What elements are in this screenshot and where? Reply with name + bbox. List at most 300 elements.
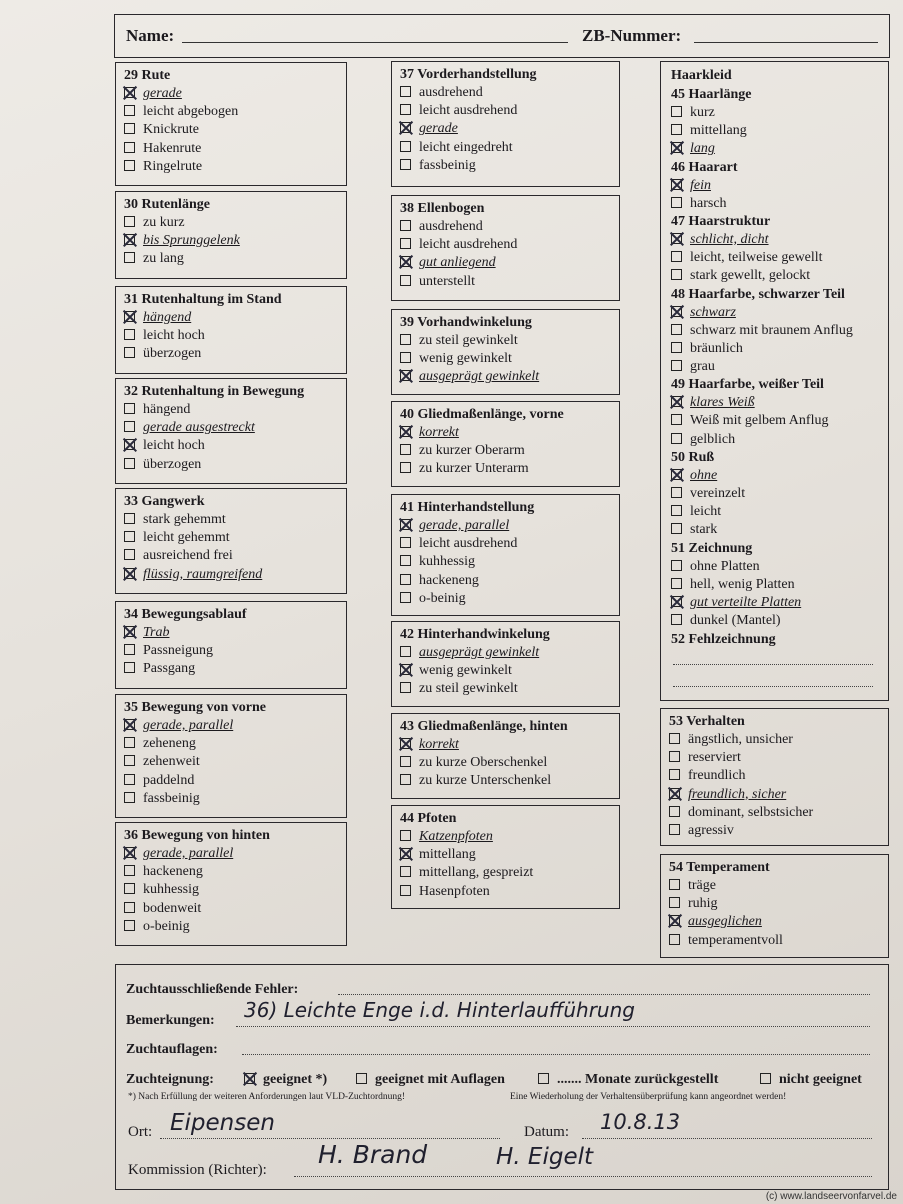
checkbox[interactable] <box>400 352 411 363</box>
checkbox[interactable] <box>124 549 135 560</box>
checkbox[interactable] <box>124 792 135 803</box>
option-item[interactable] <box>671 485 888 503</box>
checkbox-checked[interactable] <box>671 596 682 607</box>
option-item[interactable] <box>124 419 346 437</box>
option-item[interactable] <box>400 157 619 175</box>
option-item[interactable] <box>669 804 888 822</box>
haarkleid-group-title: 45 Haarlänge <box>671 87 752 102</box>
option-item[interactable] <box>400 368 619 386</box>
header-box <box>114 14 890 58</box>
option-label: ängstlich, unsicher <box>688 732 793 747</box>
option-item[interactable] <box>400 846 619 864</box>
checkbox[interactable] <box>669 751 680 762</box>
option-item[interactable] <box>400 535 619 553</box>
checkbox-checked[interactable] <box>124 568 135 579</box>
option-label: zu kurzer Unterarm <box>419 461 529 477</box>
haarkleid-group-title: 50 Ruß <box>671 449 715 465</box>
option-item[interactable] <box>124 232 346 250</box>
option-item[interactable] <box>124 250 346 268</box>
checkbox[interactable] <box>671 360 682 371</box>
checkbox-checked[interactable] <box>400 664 411 675</box>
checkbox[interactable] <box>671 578 682 589</box>
option-label: gerade <box>419 121 458 137</box>
nicht-geeignet-option[interactable] <box>760 1072 862 1088</box>
option-label: Ringelrute <box>143 158 203 174</box>
checkbox[interactable] <box>671 124 682 135</box>
option-item[interactable] <box>671 195 888 213</box>
checkbox[interactable] <box>124 531 135 542</box>
option-item[interactable] <box>124 121 346 139</box>
haarkleid-group-title: 51 Zeichnung <box>671 540 753 556</box>
section-title: 42 Hinterhandwinkelung <box>400 627 550 642</box>
checkbox[interactable] <box>124 252 135 263</box>
option-label: schlicht, dicht <box>690 231 769 247</box>
option-item[interactable] <box>124 790 346 808</box>
option-label: fein <box>690 177 711 193</box>
checkbox[interactable] <box>671 324 682 335</box>
option-item[interactable] <box>124 214 346 232</box>
option-label: Weiß mit gelbem Anflug <box>690 413 829 429</box>
option-label: überzogen <box>143 346 202 362</box>
zuchtausschliessende-fehler-label: Zuchtausschließende Fehler: <box>126 982 299 997</box>
section-29-rute <box>115 62 347 186</box>
checkbox[interactable] <box>124 774 135 785</box>
option-item[interactable] <box>669 877 888 895</box>
option-item[interactable] <box>400 883 619 901</box>
option-item[interactable] <box>671 122 888 140</box>
section-title: 29 Rute <box>124 68 171 83</box>
checkbox[interactable] <box>124 737 135 748</box>
option-item[interactable] <box>671 249 888 267</box>
zuchtausschliessende-fehler-field[interactable] <box>338 994 870 995</box>
option-label: leicht gehemmt <box>143 530 230 546</box>
option-label: Passgang <box>143 661 196 677</box>
checkbox[interactable] <box>400 555 411 566</box>
option-item[interactable] <box>669 932 888 950</box>
bemerkungen-handwritten: 36) Leichte Enge i.d. Hinterlaufführung <box>244 998 635 1022</box>
option-item[interactable] <box>400 828 619 846</box>
option-label: unterstellt <box>419 273 475 289</box>
option-item[interactable] <box>671 140 888 158</box>
checkbox-checked[interactable] <box>400 426 411 437</box>
option-item[interactable] <box>669 767 888 785</box>
option-item[interactable] <box>669 822 888 840</box>
section-52-fehlzeichnung-title: 52 Fehlzeichnung <box>671 632 776 648</box>
option-label: o-beinig <box>143 918 190 934</box>
geeignet-checkbox[interactable] <box>244 1073 255 1084</box>
checkbox[interactable] <box>669 806 680 817</box>
option-item[interactable] <box>671 467 888 485</box>
option-item[interactable] <box>669 731 888 749</box>
checkbox-checked[interactable] <box>671 396 682 407</box>
option-label: mittellang <box>690 123 747 139</box>
option-item[interactable] <box>124 309 346 327</box>
option-item[interactable] <box>400 273 619 291</box>
option-item[interactable] <box>400 517 619 535</box>
option-item[interactable] <box>124 881 346 899</box>
checkbox[interactable] <box>669 824 680 835</box>
option-item[interactable] <box>124 717 346 735</box>
option-item[interactable] <box>124 456 346 474</box>
checkbox[interactable] <box>124 513 135 524</box>
option-item[interactable] <box>400 553 619 571</box>
option-label: gerade, parallel <box>143 718 234 733</box>
option-label: hängend <box>143 310 192 325</box>
option-item[interactable] <box>671 503 888 521</box>
checkbox[interactable] <box>124 458 135 469</box>
section-title: 34 Bewegungsablauf <box>124 607 247 622</box>
checkbox[interactable] <box>124 865 135 876</box>
checkbox[interactable] <box>124 403 135 414</box>
option-item[interactable] <box>671 340 888 358</box>
checkbox[interactable] <box>400 537 411 548</box>
option-label: hell, wenig Platten <box>690 576 795 592</box>
option-label: hackeneng <box>419 572 479 588</box>
checkbox[interactable] <box>400 159 411 170</box>
kommission-field[interactable] <box>294 1176 872 1177</box>
option-label: kurz <box>690 105 715 120</box>
checkbox[interactable] <box>124 755 135 766</box>
zb-number-label: ZB-Nummer: <box>582 26 682 45</box>
option-item[interactable] <box>124 437 346 455</box>
checkbox[interactable] <box>124 216 135 227</box>
geeignet-label: geeignet *) <box>263 1072 328 1087</box>
checkbox[interactable] <box>671 197 682 208</box>
option-label: schwarz mit braunem Anflug <box>690 322 853 338</box>
option-label: zu kurz <box>143 215 185 230</box>
option-label: träge <box>688 878 716 893</box>
option-label: wenig gewinkelt <box>419 663 512 679</box>
option-label: leicht, teilweise gewellt <box>690 250 823 266</box>
option-item[interactable] <box>124 566 346 584</box>
option-item[interactable] <box>400 644 619 662</box>
option-item[interactable] <box>124 140 346 158</box>
option-item[interactable] <box>124 772 346 790</box>
checkbox[interactable] <box>400 86 411 97</box>
checkbox[interactable] <box>400 104 411 115</box>
checkbox[interactable] <box>124 644 135 655</box>
checkbox[interactable] <box>124 347 135 358</box>
checkbox-checked[interactable] <box>671 142 682 153</box>
checkbox[interactable] <box>671 523 682 534</box>
option-item[interactable] <box>669 749 888 767</box>
option-item[interactable] <box>671 177 888 195</box>
checkbox-checked[interactable] <box>400 738 411 749</box>
option-item[interactable] <box>400 424 619 442</box>
option-item[interactable] <box>400 102 619 120</box>
option-label: gut anliegend <box>419 255 496 271</box>
option-item[interactable] <box>124 158 346 176</box>
option-item[interactable] <box>671 304 888 322</box>
option-label: korrekt <box>419 425 459 440</box>
option-label: mittellang, gespreizt <box>419 865 534 881</box>
option-item[interactable] <box>400 736 619 754</box>
fehlzeichnung-line-2[interactable] <box>673 686 873 687</box>
option-label: bräunlich <box>690 340 743 356</box>
geeignet-option[interactable] <box>244 1072 327 1088</box>
section-title: 43 Gliedmaßenlänge, hinten <box>400 719 568 734</box>
zurueckgestellt-label: ....... Monate zurückgestellt <box>557 1072 719 1087</box>
checkbox-checked[interactable] <box>124 311 135 322</box>
option-item[interactable] <box>671 322 888 340</box>
option-item[interactable] <box>124 345 346 363</box>
option-item[interactable] <box>400 572 619 590</box>
haarkleid-group-title: 47 Haarstruktur <box>671 213 771 229</box>
option-item[interactable] <box>671 358 888 376</box>
option-item[interactable] <box>671 431 888 449</box>
option-label: ausreichend frei <box>143 548 233 564</box>
option-label: zu steil gewinkelt <box>419 333 518 348</box>
option-item[interactable] <box>124 624 346 642</box>
option-label: gerade ausgestreckt <box>143 420 255 436</box>
option-item[interactable] <box>124 85 346 103</box>
checkbox-checked[interactable] <box>400 370 411 381</box>
checkbox-checked[interactable] <box>671 233 682 244</box>
checkbox[interactable] <box>400 774 411 785</box>
checkbox[interactable] <box>671 269 682 280</box>
option-label: Hakenrute <box>143 140 202 156</box>
checkbox[interactable] <box>124 421 135 432</box>
option-label: Trab <box>143 625 170 640</box>
haarkleid-groups <box>671 86 888 630</box>
checkbox[interactable] <box>124 142 135 153</box>
option-item[interactable] <box>400 460 619 478</box>
checkbox[interactable] <box>671 614 682 625</box>
option-item[interactable] <box>124 103 346 121</box>
option-label: lang <box>690 141 715 157</box>
option-item[interactable] <box>671 521 888 539</box>
checkbox[interactable] <box>124 105 135 116</box>
bemerkungen-field-line[interactable] <box>236 1026 870 1027</box>
checkbox[interactable] <box>400 334 411 345</box>
checkbox[interactable] <box>400 756 411 767</box>
checkbox[interactable] <box>400 238 411 249</box>
checkbox-checked[interactable] <box>400 256 411 267</box>
checkbox[interactable] <box>671 487 682 498</box>
checkbox[interactable] <box>124 329 135 340</box>
option-label: gerade, parallel <box>419 518 510 533</box>
option-item[interactable] <box>124 660 346 678</box>
option-label: ausdrehend <box>419 219 483 234</box>
checkbox-checked[interactable] <box>400 848 411 859</box>
option-label: überzogen <box>143 456 202 472</box>
option-item[interactable] <box>671 412 888 430</box>
zuchteignung-label: Zuchteignung: <box>126 1072 214 1087</box>
option-item[interactable] <box>400 332 619 350</box>
option-label: stark gewellt, gelockt <box>690 268 811 284</box>
option-label: dominant, selbstsicher <box>688 804 814 820</box>
checkbox-checked[interactable] <box>124 719 135 730</box>
option-item[interactable] <box>671 267 888 285</box>
option-item[interactable] <box>671 394 888 412</box>
option-item[interactable] <box>124 642 346 660</box>
option-label: hackeneng <box>143 864 203 880</box>
checkbox[interactable] <box>400 574 411 585</box>
section-44-pfoten <box>391 805 620 909</box>
option-label: ausgeprägt gewinkelt <box>419 369 540 385</box>
zurueckgestellt-checkbox[interactable] <box>538 1073 549 1084</box>
option-label: zu kurzer Oberarm <box>419 443 525 459</box>
checkbox[interactable] <box>671 433 682 444</box>
section-40-gliedmassenlaenge-vorne <box>391 401 620 487</box>
option-item[interactable] <box>124 327 346 345</box>
option-label: Katzenpfoten <box>419 829 493 844</box>
option-item[interactable] <box>400 590 619 608</box>
option-label: gerade <box>143 86 182 101</box>
option-item[interactable] <box>669 895 888 913</box>
checkbox[interactable] <box>400 830 411 841</box>
option-item[interactable] <box>124 735 346 753</box>
option-item[interactable] <box>124 753 346 771</box>
option-item[interactable] <box>400 772 619 790</box>
bemerkungen-label: Bemerkungen: <box>126 1013 215 1028</box>
checkbox[interactable] <box>124 902 135 913</box>
option-item[interactable] <box>400 662 619 680</box>
checkbox[interactable] <box>669 769 680 780</box>
zuchtauflagen-field[interactable] <box>242 1054 870 1055</box>
option-label: fassbeinig <box>143 790 200 806</box>
option-item[interactable] <box>671 231 888 249</box>
option-item[interactable] <box>124 845 346 863</box>
checkbox[interactable] <box>671 505 682 516</box>
checkbox-checked[interactable] <box>669 915 680 926</box>
fehlzeichnung-line-1[interactable] <box>673 664 873 665</box>
option-item[interactable] <box>124 529 346 547</box>
option-label: Knickrute <box>143 122 199 138</box>
option-item[interactable] <box>671 104 888 122</box>
checkbox[interactable] <box>671 560 682 571</box>
option-item[interactable] <box>400 218 619 236</box>
option-label: hängend <box>143 402 191 417</box>
option-item[interactable] <box>400 754 619 772</box>
checkbox[interactable] <box>124 123 135 134</box>
option-label: wenig gewinkelt <box>419 351 512 367</box>
checkbox[interactable] <box>124 883 135 894</box>
nicht-geeignet-checkbox[interactable] <box>760 1073 771 1084</box>
option-label: leicht abgebogen <box>143 104 239 120</box>
section-haarkleid <box>660 61 889 701</box>
checkbox[interactable] <box>400 220 411 231</box>
checkbox[interactable] <box>400 444 411 455</box>
checkbox[interactable] <box>669 897 680 908</box>
option-item[interactable] <box>124 401 346 419</box>
section-31-rutenhaltung-stand <box>115 286 347 374</box>
checkbox-checked[interactable] <box>124 439 135 450</box>
checkbox-checked[interactable] <box>400 122 411 133</box>
checkbox[interactable] <box>671 414 682 425</box>
checkbox[interactable] <box>669 934 680 945</box>
option-label: leicht eingedreht <box>419 139 513 155</box>
option-item[interactable] <box>671 594 888 612</box>
zb-number-field[interactable] <box>694 42 878 43</box>
checkbox[interactable] <box>400 275 411 286</box>
checkbox[interactable] <box>400 592 411 603</box>
datum-field[interactable] <box>582 1138 872 1139</box>
section-54-temperament <box>660 854 889 958</box>
option-item[interactable] <box>671 558 888 576</box>
section-38-ellenbogen <box>391 195 620 301</box>
option-label: grau <box>690 359 715 375</box>
zurueckgestellt-option[interactable] <box>538 1072 718 1088</box>
checkbox[interactable] <box>671 251 682 262</box>
option-item[interactable] <box>400 442 619 460</box>
checkbox[interactable] <box>400 866 411 877</box>
checkbox[interactable] <box>124 920 135 931</box>
checkbox-checked[interactable] <box>671 306 682 317</box>
checkbox-checked[interactable] <box>669 788 680 799</box>
checkbox-checked[interactable] <box>671 469 682 480</box>
option-item[interactable] <box>124 863 346 881</box>
option-item[interactable] <box>400 139 619 157</box>
option-label: kuhhessig <box>143 882 199 898</box>
checkbox[interactable] <box>671 342 682 353</box>
checkbox[interactable] <box>669 879 680 890</box>
option-item[interactable] <box>124 900 346 918</box>
checkbox-checked[interactable] <box>124 234 135 245</box>
option-item[interactable] <box>671 612 888 630</box>
option-item[interactable] <box>669 786 888 804</box>
checkbox-checked[interactable] <box>124 626 135 637</box>
option-item[interactable] <box>400 84 619 102</box>
checkbox-checked[interactable] <box>400 519 411 530</box>
option-item[interactable] <box>124 511 346 529</box>
name-field[interactable] <box>182 42 568 43</box>
checkbox[interactable] <box>400 141 411 152</box>
section-title: 31 Rutenhaltung im Stand <box>124 292 282 307</box>
option-item[interactable] <box>400 864 619 882</box>
option-label: vereinzelt <box>690 486 746 501</box>
checkbox[interactable] <box>671 106 682 117</box>
option-item[interactable] <box>124 547 346 565</box>
option-item[interactable] <box>400 680 619 698</box>
section-39-vorhandwinkelung <box>391 309 620 395</box>
option-label: leicht ausdrehend <box>419 103 518 119</box>
option-item[interactable] <box>400 350 619 368</box>
checkbox-checked[interactable] <box>671 179 682 190</box>
ort-field[interactable] <box>160 1138 500 1139</box>
geeignet-mit-auflagen-option[interactable] <box>356 1072 505 1088</box>
checkbox[interactable] <box>400 462 411 473</box>
signature-2: H. Eigelt <box>496 1144 593 1170</box>
checkbox-checked[interactable] <box>124 847 135 858</box>
option-label: o-beinig <box>419 590 466 606</box>
section-title: 54 Temperament <box>669 860 770 875</box>
checkbox[interactable] <box>669 733 680 744</box>
checkbox-checked[interactable] <box>124 87 135 98</box>
option-label: klares Weiß <box>690 395 755 411</box>
section-43-gliedmassenlaenge-hinten <box>391 713 620 799</box>
datum-handwritten: 10.8.13 <box>600 1110 681 1134</box>
option-label: leicht ausdrehend <box>419 536 518 552</box>
option-label: ausgeglichen <box>688 914 762 930</box>
option-item[interactable] <box>124 918 346 936</box>
geeignet-mit-auflagen-checkbox[interactable] <box>356 1073 367 1084</box>
checkbox[interactable] <box>400 682 411 693</box>
option-item[interactable] <box>400 254 619 272</box>
checkbox[interactable] <box>400 885 411 896</box>
option-label: bis Sprunggelenk <box>143 233 240 249</box>
checkbox[interactable] <box>124 160 135 171</box>
option-label: ausgeprägt gewinkelt <box>419 645 540 660</box>
checkbox[interactable] <box>400 646 411 657</box>
option-item[interactable] <box>671 576 888 594</box>
option-item[interactable] <box>669 913 888 931</box>
section-35-bewegung-vorne <box>115 694 347 818</box>
option-item[interactable] <box>400 120 619 138</box>
checkbox[interactable] <box>124 662 135 673</box>
option-label: gut verteilte Platten <box>690 594 802 610</box>
option-item[interactable] <box>400 236 619 254</box>
